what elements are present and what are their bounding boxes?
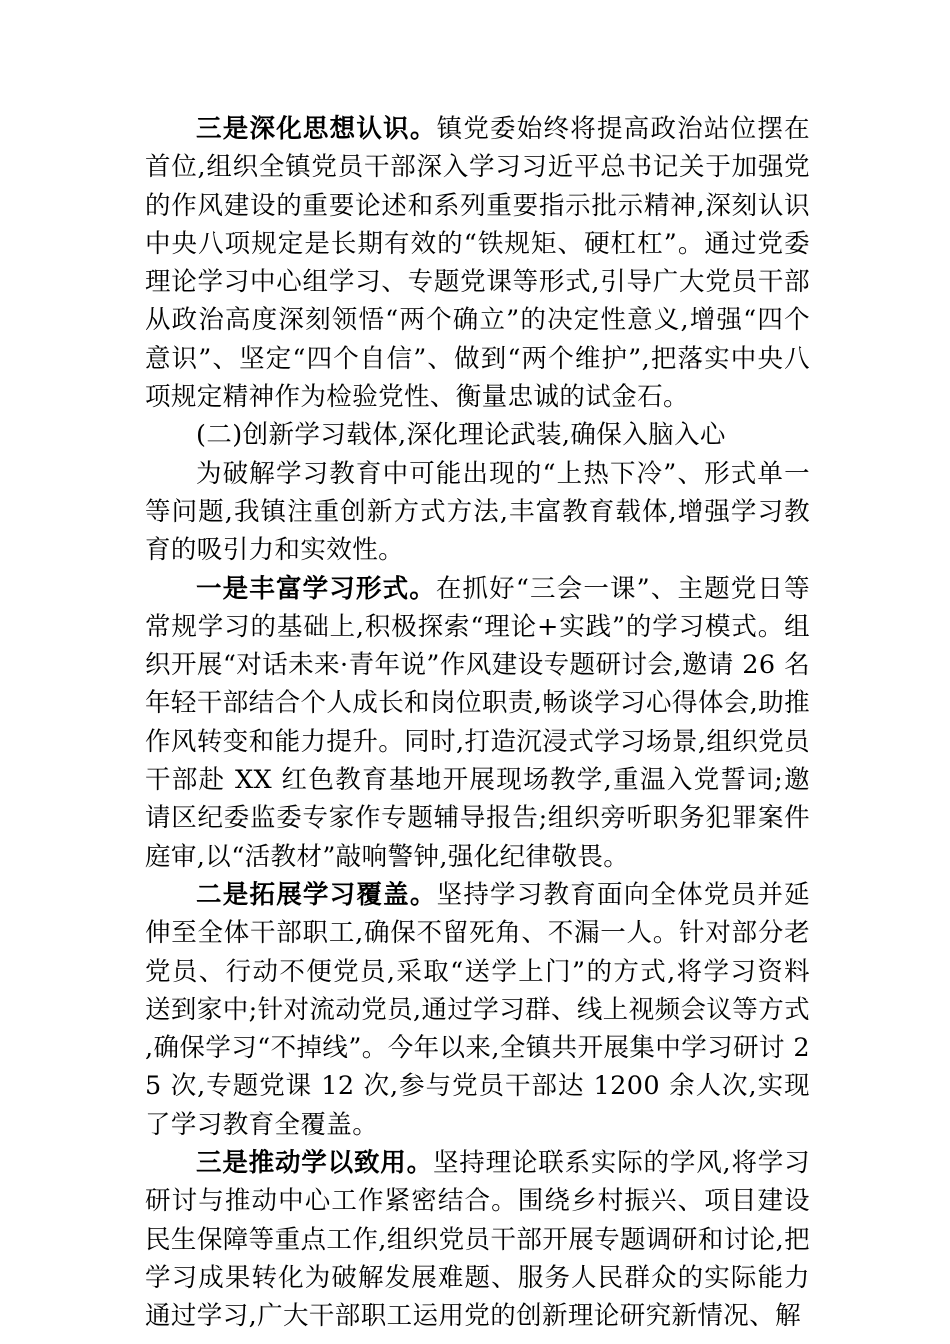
paragraph-apply-learning xyxy=(145,1144,810,1335)
paragraph-deepen-understanding xyxy=(145,110,810,416)
paragraph-text: 坚持学习教育面向全体党员并延伸至全体干部职工,确保不留死角、不漏一人。针对部分老党员、行动不便党员,采取“送学上门”的方式,将学习资料送到家中;针对流动党员,通过学习群、线上视频会议等方式,确保学习“不掉线”。今年以来,全镇共开展集中学习研讨 25 次,专题党课 12 次,参与党员干部达 1200 余人次,实现了学习教育全覆盖。 xyxy=(145,879,810,1140)
paragraph-intro xyxy=(145,455,810,570)
paragraph-lead: 二是拓展学习覆盖。 xyxy=(196,879,437,910)
paragraph-lead: 三是深化思想认识。 xyxy=(196,114,437,144)
document-body xyxy=(145,110,810,1336)
section-heading xyxy=(145,416,810,454)
paragraph-text: 为破解学习教育中可能出现的“上热下冷”、形式单一等问题,我镇注重创新方式方法,丰富教育载体,增强学习教育的吸引力和实效性。 xyxy=(145,458,810,566)
paragraph-text: 坚持理论联系实际的学风,将学习研讨与推动中心工作紧密结合。围绕乡村振兴、项目建设民生保障等重点工作,组织党员干部开展专题调研和讨论,把学习成果转化为破解发展难题、服务人民群众的实际能力通过学习,广大干部职工运用党的创新理论研究新情况、解 xyxy=(145,1148,810,1332)
paragraph-text: 镇党委始终将提高政治站位摆在首位,组织全镇党员干部深入学习习近平总书记关于加强党的作风建设的重要论述和系列重要指示批示精神,深刻认识中央八项规定是长期有效的“铁规矩、硬杠杠”。通过党委理论学习中心组学习、专题党课等形式,引导广大党员干部从政治高度深刻领悟“两个确立”的决定性意义,增强“四个意识”、坚定“四个自信”、做到“两个维护”,把落实中央八项规定精神作为检验党性、衡量忠诚的试金石。 xyxy=(145,114,810,413)
section-heading-text: (二)创新学习载体,深化理论武装,确保入脑入心 xyxy=(196,420,726,451)
paragraph-enrich-forms xyxy=(145,570,810,876)
paragraph-lead: 三是推动学以致用。 xyxy=(196,1148,433,1179)
paragraph-text: 在抓好“三会一课”、主题党日等常规学习的基础上,积极探索“理论+实践”的学习模式。组织开展“对话未来·青年说”作风建设专题研讨会,邀请 26 名年轻干部结合个人成长和岗位职责,畅谈学习心得体会,助推作风转变和能力提升。同时,打造沉浸式学习场景,组织党员干部赴 XX 红色教育基地开展现场教学,重温入党誓词;邀请区纪委监委专家作专题辅导报告;组织旁听职务犯罪案件庭审,以“活教材”敲响警钟,强化纪律敬畏。 xyxy=(145,573,810,872)
paragraph-lead: 一是丰富学习形式。 xyxy=(196,573,436,604)
paragraph-expand-coverage xyxy=(145,876,810,1144)
